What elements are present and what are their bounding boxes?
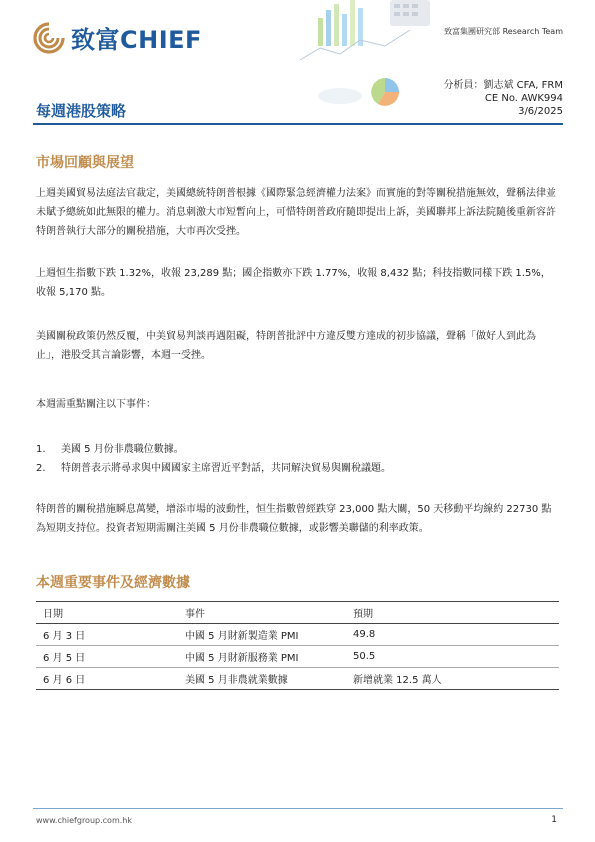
report-title: 每週港股策略 — [36, 102, 127, 120]
logo-text: 致富CHIEF — [71, 26, 202, 54]
cell-event: 美國 5 月非農就業數據 — [185, 675, 288, 686]
finance-illustration-icon — [290, 0, 430, 110]
table-header-row — [36, 602, 559, 624]
section-title-review: 市場回顧與展望 — [36, 155, 134, 171]
cell-date: 6 月 3 日 — [43, 631, 86, 642]
header-divider — [33, 123, 563, 125]
chief-logo — [33, 20, 202, 55]
chief-logo-icon — [33, 22, 65, 54]
column-header-forecast: 預期 — [353, 609, 373, 620]
column-header-date: 日期 — [43, 609, 63, 620]
paragraph-court-ruling: 上週美國貿易法庭法官裁定，美國總統特朗普根據《國際緊急經濟權力法案》而實施的對等關稅措施無效，聲稱法律並未賦予總統如此無限的權力。消息刺激大市短暫向上，可惜特朗普政府隨即提出上訴，美國聯邦上訴法院隨後重新容許特朗普執行大部分的關稅措施，大市再次受挫。 — [36, 188, 556, 237]
report-date: 3/6/2025 — [518, 106, 563, 117]
footer-website-link[interactable]: www.chiefgroup.com.hk — [36, 816, 132, 825]
table-row — [36, 668, 559, 690]
list-item-number: 2. — [36, 463, 46, 474]
table-row — [36, 646, 559, 668]
cell-date: 6 月 6 日 — [43, 675, 86, 686]
cell-event: 中國 5 月財新服務業 PMI — [185, 653, 299, 664]
paragraph-trade-talks: 美國關稅政策仍然反覆，中美貿易判談再遇阻礙，特朗普批評中方違反雙方達成的初步協議，聲稱「做好人到此為止」，港股受其言論影響，本週一受挫。 — [36, 331, 536, 361]
analyst-info — [443, 79, 563, 118]
list-item — [36, 459, 558, 478]
paragraph-focus-intro: 本週需重點關注以下事件： — [36, 399, 156, 410]
cell-date: 6 月 5 日 — [43, 653, 86, 664]
page-number: 1 — [551, 815, 557, 825]
focus-event-list — [36, 440, 558, 478]
section-title-events: 本週重要事件及經濟數據 — [36, 575, 190, 591]
table-row — [36, 624, 559, 646]
report-header — [0, 0, 595, 130]
list-item-number: 1. — [36, 444, 46, 455]
list-item-text: 特朗普表示將尋求與中國國家主席習近平對話，共同解決貿易與關稅議題。 — [61, 463, 391, 474]
column-header-event: 事件 — [185, 609, 205, 620]
cell-forecast: 49.8 — [353, 629, 376, 640]
cell-event: 中國 5 月財新製造業 PMI — [185, 631, 299, 642]
paragraph-index-performance: 上週恒生指數下跌 1.32%，收報 23,289 點；國企指數亦下跌 1.77%，收報 8,432 點；科技指數同樣下跌 1.5%，收報 5,170 點。 — [36, 268, 551, 298]
cell-forecast: 50.5 — [353, 651, 376, 662]
paragraph-outlook: 特朗普的關稅措施瞬息萬變，增添市場的波動性，恒生指數曾經跌穿 23,000 點大關，50 天移動平均線約 22730 點為短期支持位。投資者短期需關注美國 5 月份非農職位數據，或影響美聯儲的利率政策。 — [36, 504, 552, 534]
events-table — [36, 601, 559, 690]
list-item — [36, 440, 558, 459]
ce-number: CE No. AWK994 — [484, 93, 563, 104]
cell-forecast: 新增就業 12.5 萬人 — [353, 675, 442, 686]
footer-divider — [33, 808, 563, 809]
research-team-label: 致富集團研究部 Research Team — [444, 27, 563, 36]
list-item-text: 美國 5 月份非農職位數據。 — [61, 444, 184, 455]
analyst-name: 分析員：劉志斌 CFA, FRM — [443, 80, 563, 91]
